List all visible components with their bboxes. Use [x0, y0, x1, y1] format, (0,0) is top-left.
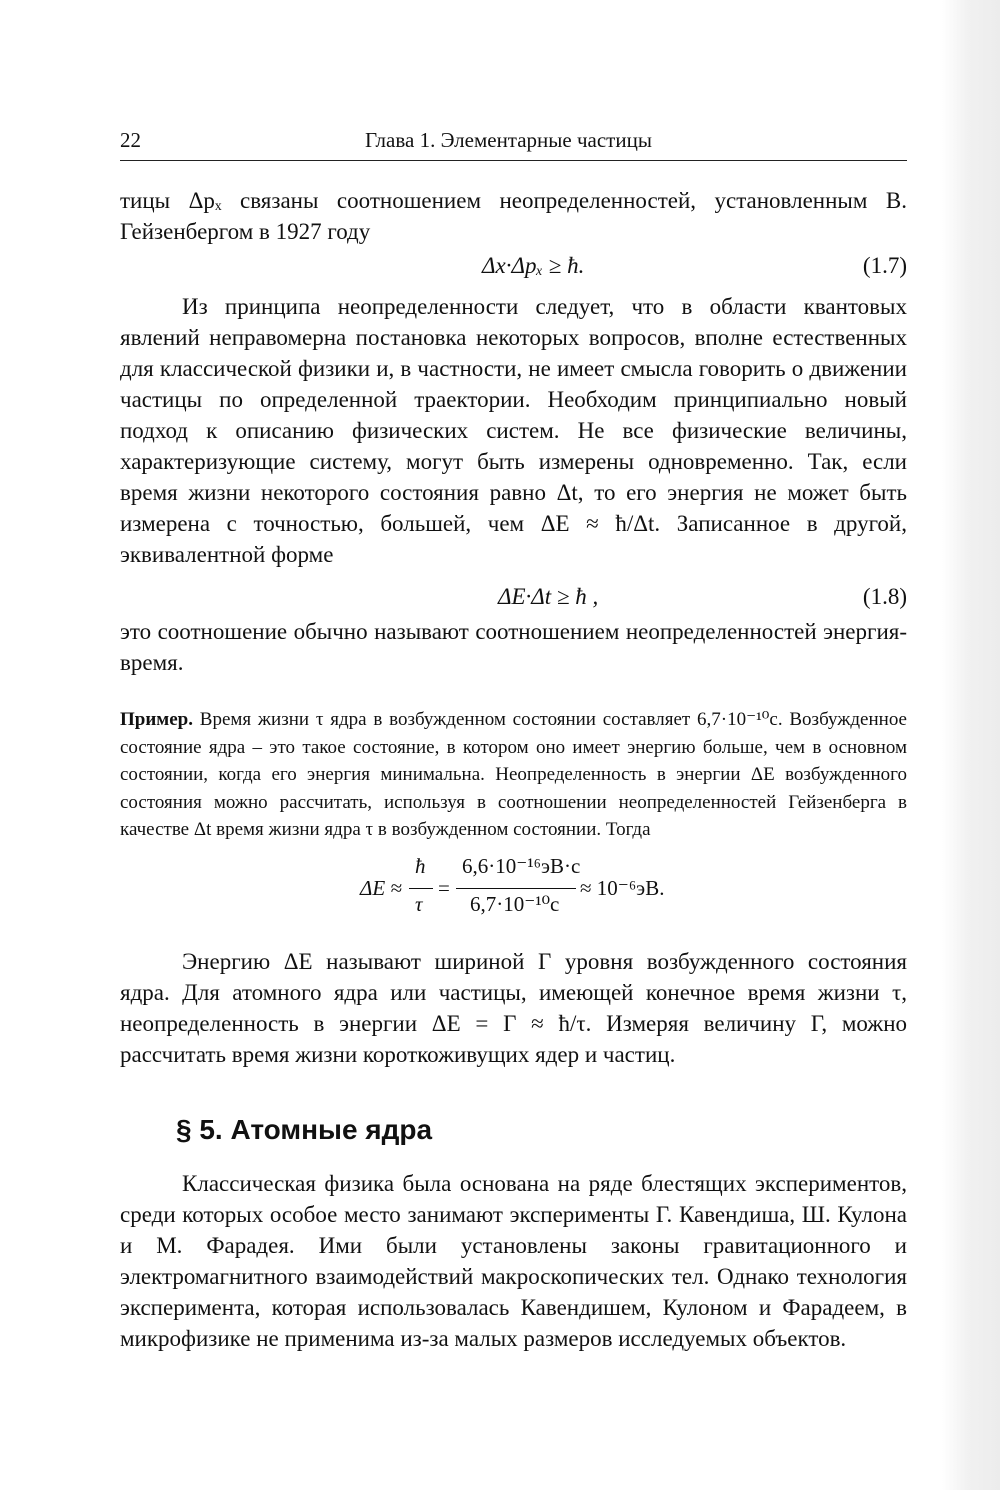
running-header: [120, 118, 907, 161]
width-paragraph: Энергию ΔE называют шириной Γ уровня возбужденного состояния ядра. Для атомного ядра или частицы, имеющей конечное время жизни τ, неопределенность в энергии ΔE = Γ ≈ ħ/τ. Измеряя величину Γ, можно рассчитать время жизни короткоживущих ядер и частиц.: [120, 948, 907, 1067]
page-edge-shadow: [942, 0, 1000, 1490]
chapter-title: Глава 1. Элементарные частицы: [365, 128, 652, 152]
section5-paragraph: Классическая физика была основана на ряде блестящих экспериментов, среди которых особое место занимают эксперименты Г. Кавендиша, Ш. Кулона и М. Фарадея. Ими были установлены законы гравитационного и электромагнитного взаимодействий макроскопических тел. Однако технология эксперимента, которая использовалась Кавендишем, Кулоном и Фарадеем, в микрофизике не применима из-за малых размеров исследуемых объектов.: [120, 1170, 907, 1351]
page-number: 22: [120, 128, 141, 152]
example-block: [120, 706, 907, 844]
example-label: Пример.: [120, 709, 193, 730]
formula-frac2-bar: [456, 888, 576, 889]
uncertainty-paragraph: Из принципа неопределенности следует, что в области квантовых явлений неправомерна постановка некоторых вопросов, вполне естественных для классической физики и, в частности, не имеет смысла говорить о движении частицы по определенной траектории. Необходим принципиально новый подход к описанию физических систем. Не все физические величины, характеризующие систему, могут быть измерены одновременно. Так, если время жизни некоторого состояния равно Δt, то его энергия не может быть измерена с точностью, большей, чем ΔE ≈ ħ/Δt. Записанное в другой, эквивалентной форме: [120, 294, 907, 567]
formula-frac2-numerator: 6,6·10⁻¹⁶эВ·с: [462, 853, 581, 878]
equation-1-8: [120, 580, 907, 616]
formula-lhs: ΔE ≈: [360, 875, 402, 900]
book-page: [120, 118, 907, 1354]
intro-paragraph: тицы Δpₓ связаны соотношением неопределенностей, установленным В. Гейзенбергом в 1927 году: [120, 188, 907, 244]
formula-frac1-bar: [409, 888, 433, 889]
example-formula: [120, 846, 907, 928]
equation-1-8-expression: ΔE·Δt ≥ ħ ,: [498, 584, 599, 609]
equation-1-7: [120, 249, 907, 285]
equation-1-7-expression: Δx·Δpₓ ≥ ħ.: [482, 253, 585, 278]
formula-frac2-denominator: 6,7·10⁻¹⁰с: [470, 891, 560, 916]
formula-frac1-numerator: ħ: [415, 853, 426, 878]
energy-time-paragraph: это соотношение обычно называют соотношением неопределенностей энергия-время.: [120, 619, 907, 675]
formula-result: ≈ 10⁻⁶эВ.: [580, 875, 665, 900]
formula-equals: =: [438, 875, 450, 900]
equation-1-8-number: (1.8): [862, 584, 907, 609]
example-text: Время жизни τ ядра в возбужденном состоянии составляет 6,7·10⁻¹⁰с. Возбужденное состояние ядра – это такое состояние, в котором оно имеет энергию больше, чем в основном состоянии, когда его энергия минимальна. Неопределенность в энергии ΔE возбужденного состояния можно рассчитать, используя в соотношении неопределенностей Гейзенберга в качестве Δt время жизни ядра τ в возбужденном состоянии. Тогда: [120, 709, 907, 840]
equation-1-7-number: (1.7): [862, 253, 907, 278]
formula-frac1-denominator: τ: [415, 891, 423, 916]
section-title: § 5. Атомные ядра: [176, 1113, 433, 1145]
